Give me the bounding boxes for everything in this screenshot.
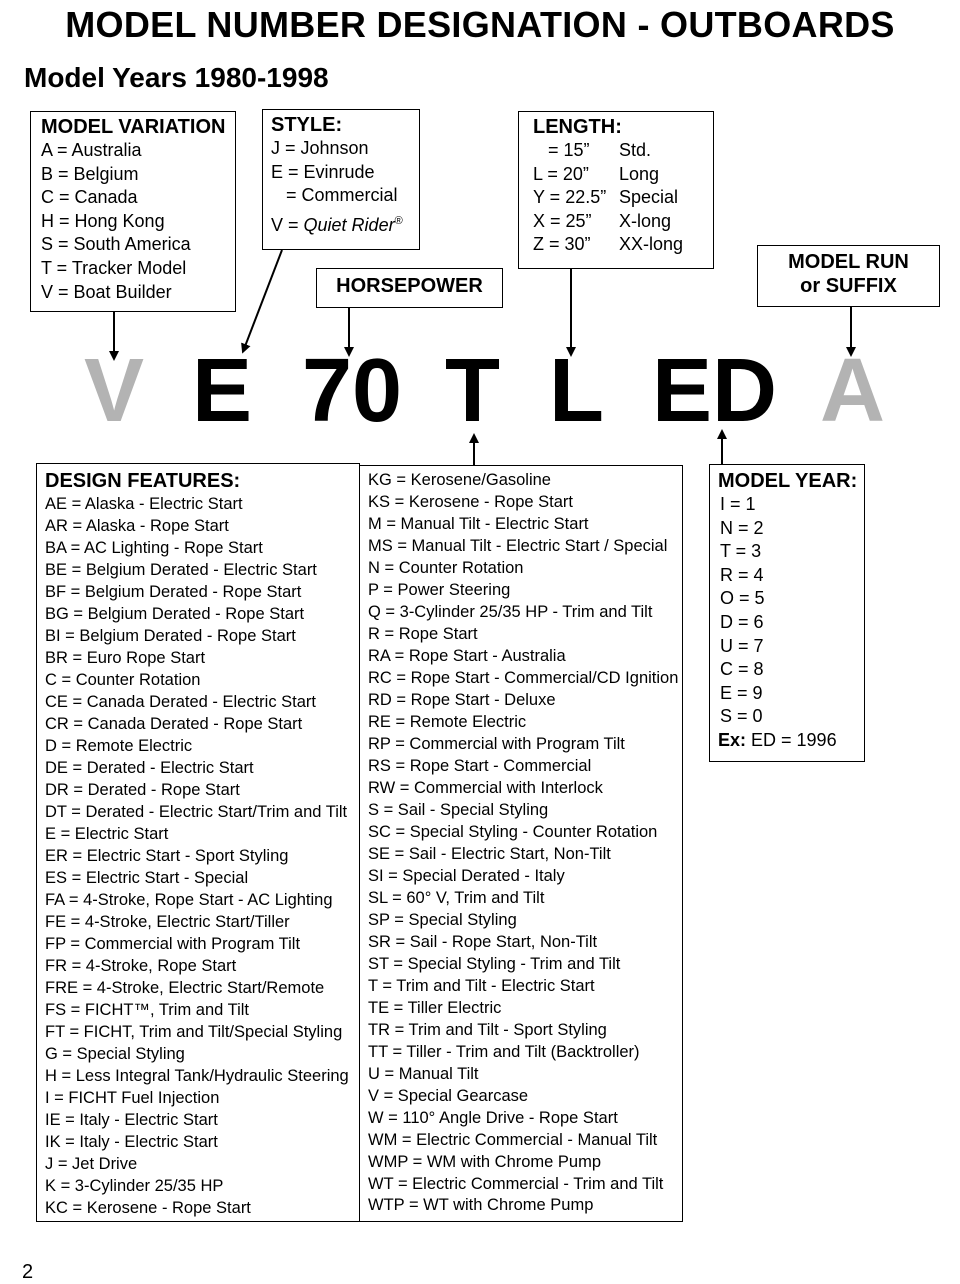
- model-code-style: E: [192, 341, 253, 441]
- length-name: Long: [619, 163, 660, 184]
- design-feature-item: SI = Special Derated - Italy: [368, 866, 565, 885]
- model-year-item: T = 3: [720, 541, 762, 562]
- model-variation-item: T = Tracker Model: [41, 257, 187, 278]
- design-feature-item: BI = Belgium Derated - Rope Start: [45, 626, 296, 645]
- model-variation-item: H = Hong Kong: [41, 210, 165, 231]
- design-feature-item: SC = Special Styling - Counter Rotation: [368, 822, 658, 841]
- design-features-box-left: [36, 463, 360, 1222]
- model-year-item: C = 8: [720, 659, 764, 680]
- model-run-line2: or SUFFIX: [800, 275, 897, 297]
- design-feature-item: AE = Alaska - Electric Start: [45, 495, 243, 513]
- model-year-item: O = 5: [720, 588, 765, 609]
- design-feature-item: BG = Belgium Derated - Rope Start: [45, 604, 305, 623]
- design-feature-item: ER = Electric Start - Sport Styling: [45, 846, 289, 865]
- model-year-item: U = 7: [720, 635, 764, 656]
- design-feature-item: H = Less Integral Tank/Hydraulic Steering: [45, 1066, 349, 1085]
- model-year-item: S = 0: [720, 706, 763, 727]
- design-feature-item: FA = 4-Stroke, Rope Start - AC Lighting: [45, 890, 333, 909]
- model-variation-item: C = Canada: [41, 187, 138, 208]
- design-feature-item: BA = AC Lighting - Rope Start: [45, 538, 263, 557]
- model-year-item: N = 2: [720, 517, 764, 538]
- design-feature-item: CR = Canada Derated - Rope Start: [45, 714, 303, 733]
- design-features-heading: DESIGN FEATURES:: [45, 470, 241, 492]
- length-code: = 15”: [533, 140, 590, 160]
- design-feature-item: FR = 4-Stroke, Rope Start: [45, 956, 237, 975]
- design-feature-item: DE = Derated - Electric Start: [45, 758, 254, 777]
- style-item: = Commercial: [271, 185, 398, 206]
- model-variation-item: A = Australia: [41, 140, 142, 160]
- design-feature-item: WT = Electric Commercial - Trim and Tilt: [368, 1174, 664, 1193]
- design-feature-item: G = Special Styling: [45, 1044, 185, 1063]
- design-feature-item: RW = Commercial with Interlock: [368, 778, 603, 797]
- model-code-horsepower: 70: [302, 341, 403, 441]
- model-year-list: [718, 493, 864, 729]
- design-features-box-right: [359, 465, 683, 1222]
- design-feature-item: K = 3-Cylinder 25/35 HP: [45, 1176, 224, 1195]
- design-feature-item: FP = Commercial with Program Tilt: [45, 934, 301, 953]
- design-feature-item: FS = FICHT™, Trim and Tilt: [45, 1000, 249, 1019]
- style-heading: STYLE:: [271, 114, 343, 136]
- design-feature-item: TT = Tiller - Trim and Tilt (Backtroller): [368, 1042, 640, 1061]
- design-feature-item: KC = Kerosene - Rope Start: [45, 1198, 251, 1217]
- design-feature-item: IE = Italy - Electric Start: [45, 1110, 218, 1129]
- design-feature-item: FT = FICHT, Trim and Tilt/Special Styling: [45, 1022, 343, 1041]
- design-feature-item: RD = Rope Start - Deluxe: [368, 690, 556, 709]
- length-code: L = 20”: [533, 163, 589, 184]
- length-name: Special: [619, 187, 679, 208]
- design-feature-item: P = Power Steering: [368, 580, 511, 599]
- arrow-style: [244, 250, 282, 349]
- model-code-length: L: [549, 341, 604, 441]
- length-name: XX-long: [619, 234, 684, 255]
- model-code-variation: V: [84, 341, 145, 441]
- design-feature-item: U = Manual Tilt: [368, 1064, 479, 1083]
- design-feature-item: DT = Derated - Electric Start/Trim and Tilt: [45, 802, 348, 821]
- model-variation-item: V = Boat Builder: [41, 281, 172, 302]
- design-feature-item: SE = Sail - Electric Start, Non-Tilt: [368, 844, 611, 863]
- model-year-heading: MODEL YEAR:: [718, 470, 858, 492]
- model-variation-heading: MODEL VARIATION: [41, 116, 226, 138]
- page-title: MODEL NUMBER DESIGNATION - OUTBOARDS: [65, 4, 895, 45]
- design-feature-item: TE = Tiller Electric: [368, 998, 502, 1017]
- design-feature-item: BF = Belgium Derated - Rope Start: [45, 582, 302, 601]
- design-feature-item: T = Trim and Tilt - Electric Start: [368, 976, 595, 995]
- design-feature-item: J = Jet Drive: [45, 1154, 138, 1173]
- design-feature-item: WMP = WM with Chrome Pump: [368, 1152, 602, 1171]
- design-feature-item: MS = Manual Tilt - Electric Start / Special: [368, 536, 668, 555]
- model-code-tilt: T: [445, 341, 500, 441]
- design-feature-item: IK = Italy - Electric Start: [45, 1132, 218, 1151]
- design-feature-item: S = Sail - Special Styling: [368, 800, 549, 819]
- horsepower-label: HORSEPOWER: [336, 275, 483, 297]
- design-features-col2: [368, 470, 682, 1217]
- length-code: X = 25”: [533, 210, 592, 231]
- design-feature-item: RA = Rope Start - Australia: [368, 646, 566, 665]
- design-feature-item: RS = Rope Start - Commercial: [368, 756, 592, 775]
- design-feature-item: RE = Remote Electric: [368, 712, 527, 731]
- design-feature-item: CE = Canada Derated - Electric Start: [45, 692, 316, 711]
- length-code: Z = 30”: [533, 234, 591, 255]
- design-feature-item: TR = Trim and Tilt - Sport Styling: [368, 1020, 607, 1039]
- model-year-item: E = 9: [720, 682, 763, 703]
- design-feature-item: C = Counter Rotation: [45, 670, 201, 689]
- design-feature-item: SP = Special Styling: [368, 910, 517, 929]
- style-item: J = Johnson: [271, 138, 369, 158]
- design-feature-item: BE = Belgium Derated - Electric Start: [45, 560, 317, 579]
- design-feature-item: DR = Derated - Rope Start: [45, 780, 240, 799]
- design-feature-item: FRE = 4-Stroke, Electric Start/Remote: [45, 978, 325, 997]
- design-feature-item: SR = Sail - Rope Start, Non-Tilt: [368, 932, 598, 951]
- design-feature-item: KS = Kerosene - Rope Start: [368, 492, 573, 511]
- design-feature-item: R = Rope Start: [368, 624, 478, 643]
- model-year-item: I = 1: [720, 494, 756, 514]
- design-feature-item: E = Electric Start: [45, 824, 169, 843]
- model-variation-item: B = Belgium: [41, 163, 139, 184]
- model-run-line1: MODEL RUN: [788, 251, 909, 273]
- design-feature-item: RC = Rope Start - Commercial/CD Ignition: [368, 668, 679, 687]
- page-subtitle: Model Years 1980-1998: [24, 62, 329, 93]
- style-item: E = Evinrude: [271, 161, 375, 182]
- design-feature-item: KG = Kerosene/Gasoline: [368, 471, 551, 489]
- length-code: Y = 22.5”: [533, 187, 607, 208]
- design-features-col1: [45, 494, 359, 1219]
- model-year-item: D = 6: [720, 611, 764, 632]
- design-feature-item: WTP = WT with Chrome Pump: [368, 1196, 594, 1215]
- design-feature-item: SL = 60° V, Trim and Tilt: [368, 888, 545, 907]
- design-feature-item: Q = 3-Cylinder 25/35 HP - Trim and Tilt: [368, 602, 653, 621]
- design-feature-item: D = Remote Electric: [45, 736, 193, 755]
- design-feature-item: W = 110° Angle Drive - Rope Start: [368, 1108, 618, 1127]
- style-quiet-rider: V = Quiet Rider®: [271, 214, 403, 235]
- design-feature-item: V = Special Gearcase: [368, 1086, 529, 1105]
- page-number: 2: [22, 1261, 34, 1283]
- model-code-suffix: A: [820, 341, 885, 441]
- design-feature-item: M = Manual Tilt - Electric Start: [368, 514, 589, 533]
- design-feature-item: FE = 4-Stroke, Electric Start/Tiller: [45, 912, 290, 931]
- design-feature-item: I = FICHT Fuel Injection: [45, 1088, 220, 1107]
- quiet-rider-name: Quiet Rider: [303, 214, 395, 235]
- design-feature-item: BR = Euro Rope Start: [45, 648, 206, 667]
- design-feature-item: N = Counter Rotation: [368, 558, 524, 577]
- length-heading: LENGTH:: [533, 116, 622, 138]
- model-year-box: [709, 464, 865, 762]
- length-name: Std.: [619, 140, 652, 160]
- model-year-example: Ex: ED = 1996: [718, 729, 837, 750]
- design-feature-item: RP = Commercial with Program Tilt: [368, 734, 625, 753]
- arrows: [0, 0, 960, 480]
- model-year-item: R = 4: [720, 564, 764, 585]
- model-code-year: ED: [652, 341, 778, 441]
- model-variation-item: S = South America: [41, 234, 191, 255]
- design-feature-item: ES = Electric Start - Special: [45, 868, 249, 887]
- design-feature-item: ST = Special Styling - Trim and Tilt: [368, 954, 621, 973]
- design-feature-item: AR = Alaska - Rope Start: [45, 516, 229, 535]
- length-name: X-long: [619, 210, 672, 231]
- design-feature-item: WM = Electric Commercial - Manual Tilt: [368, 1130, 658, 1149]
